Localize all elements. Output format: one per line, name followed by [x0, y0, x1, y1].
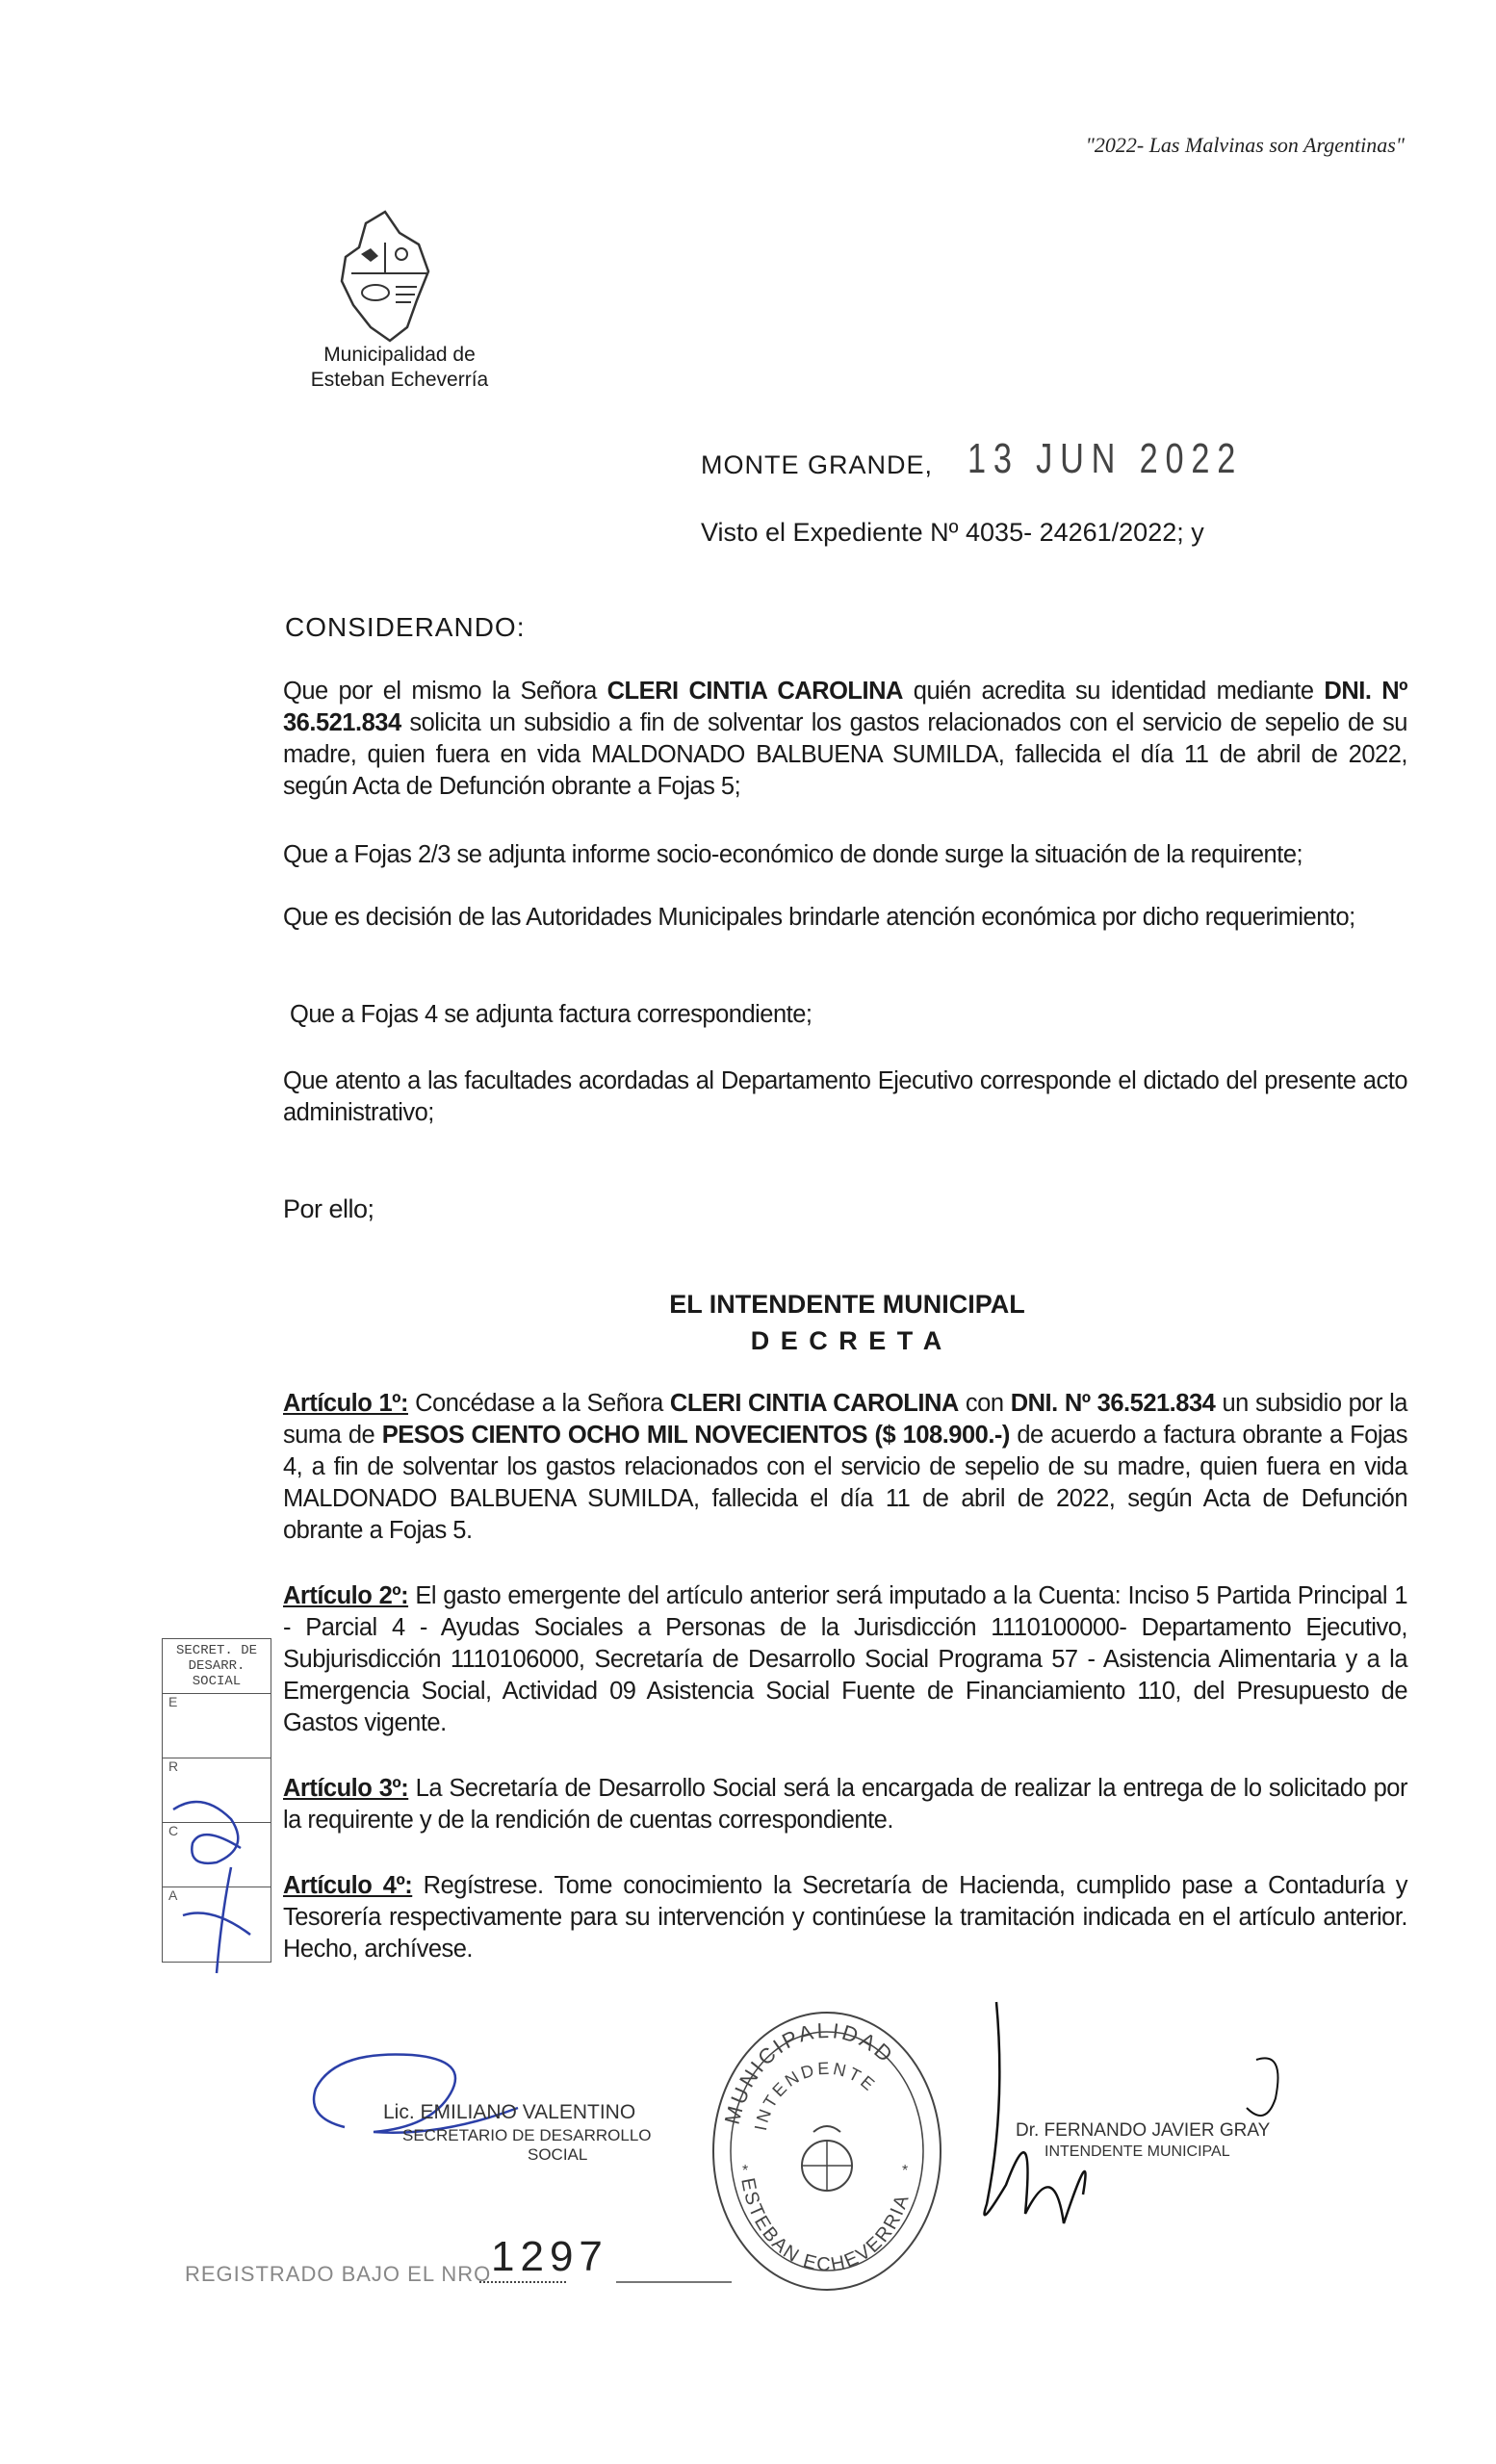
- considerando-paragraph-4: Que a Fojas 4 se adjunta factura correspondiente;: [290, 1001, 812, 1028]
- header-motto: "2022- Las Malvinas son Argentinas": [1085, 133, 1405, 157]
- text: La Secretaría de Desarrollo Social será la encargada de realizar la entrega de lo solicitado por la requirente y de la rendición de cuentas correspondiente.: [283, 1775, 1407, 1834]
- text: quién acredita su identidad mediante: [902, 678, 1325, 705]
- date-stamp: 13 JUN 2022: [967, 435, 1244, 482]
- text: El gasto emergente del artículo anterior será imputado a la Cuenta: Inciso 5 Partida Principal 1 - Parcial 4 - Ayudas Sociales a Personas de la Jurisdicción 1110100000- Departamento Ejecutivo, Subjurisdicción 1110106000, Secretaría de Desarrollo Social Programa 57 - Asistencia Alimentaria y a la Emergencia Social, Actividad 09 Asistencia Social Fuente de Financiamiento 110, del Presupuesto de Gastos vigente.: [283, 1582, 1407, 1736]
- text: un subsidio por la suma de: [283, 1390, 1407, 1449]
- applicant-name: CLERI CINTIA CAROLINA: [606, 678, 903, 705]
- considerando-paragraph-1: [283, 676, 1407, 803]
- margin-row: E: [163, 1694, 271, 1758]
- text: de acuerdo a factura obrante a Fojas 4, a fin de solventar los gastos relacionados con el servicio de sepelio de su madre, quien fuera en vida MALDONADO BALBUENA SUMILDA, fallecida el día 11 de abril de 2022, según Acta de Defunción obrante a Fojas 5.: [283, 1422, 1407, 1544]
- mayor-signature: [967, 1992, 1314, 2243]
- seal-bottom-text: ESTEBAN ECHEVERRIA: [736, 2176, 915, 2276]
- municipality-name: [289, 343, 510, 393]
- article-1: [283, 1388, 1407, 1547]
- svg-text:INTENDENTE: [751, 2059, 881, 2132]
- article-4-label: Artículo 4º:: [283, 1872, 413, 1899]
- svg-text:*: *: [742, 2163, 749, 2179]
- secretary-name: Lic. EMILIANO VALENTINO: [383, 2101, 636, 2123]
- por-ello: Por ello;: [283, 1194, 374, 1223]
- applicant-dni: DNI. Nº 36.521.834: [283, 678, 1407, 736]
- article-3: [283, 1773, 1407, 1836]
- margin-stamp-header: SECRET. DE DESARR. SOCIAL: [163, 1639, 271, 1694]
- margin-row: C: [163, 1823, 271, 1887]
- place: MONTE GRANDE,: [701, 450, 934, 479]
- mayor-name: Dr. FERNANDO JAVIER GRAY: [1016, 2120, 1271, 2141]
- text: con: [958, 1390, 1011, 1417]
- margin-initials-signature: [164, 1790, 270, 1983]
- visto-line: Visto el Expediente Nº 4035- 24261/2022; y: [701, 518, 1204, 547]
- text: Concédase a la Señora: [407, 1390, 670, 1417]
- secretary-title-1: SECRETARIO DE DESARROLLO: [402, 2126, 652, 2144]
- mayor-title: INTENDENTE MUNICIPAL: [1045, 2143, 1230, 2160]
- secretary-title-2: SOCIAL: [528, 2145, 588, 2164]
- municipal-seal: [708, 2007, 946, 2296]
- margin-row: A: [168, 1887, 178, 1903]
- considerando-paragraph-2: Que a Fojas 2/3 se adjunta informe socio-económico de donde surge la situación de la requirente;: [283, 841, 1303, 868]
- registration-dotted-line: [479, 2281, 566, 2283]
- text: Regístrese. Tome conocimiento la Secretaría de Hacienda, cumplido pase a Contaduría y Tesorería respectivamente para su intervención y continúese la tramitación indicada en el artículo anterior. Hecho, archívese.: [283, 1872, 1407, 1963]
- article-2: [283, 1580, 1407, 1739]
- subsidy-amount: PESOS CIENTO OCHO MIL NOVECIENTOS ($ 108.900.-): [381, 1422, 1010, 1449]
- applicant-name: CLERI CINTIA CAROLINA: [669, 1390, 959, 1417]
- registration-number: 1297: [491, 2233, 608, 2280]
- decree-subtitle: D E C R E T A: [750, 1326, 944, 1355]
- text: Que por el mismo la Señora: [283, 678, 607, 705]
- article-2-label: Artículo 2º:: [283, 1582, 409, 1609]
- margin-row: R: [163, 1758, 271, 1823]
- text: solicita un subsidio a fin de solventar los gastos relacionados con el servicio de sepelio de su madre, quien fuera en vida MALDONADO BALBUENA SUMILDA, fallecida el día 11 de abril de 2022, según Acta de Defunción obrante a Fojas 5;: [283, 709, 1407, 800]
- considerando-paragraph-5: Que atento a las facultades acordadas al Departamento Ejecutivo corresponde el dictado del presente acto administrativo;: [283, 1067, 1407, 1126]
- registration-label: REGISTRADO BAJO EL NRO: [185, 2262, 492, 2286]
- seal-outer-text: MUNICIPALIDAD: [719, 2017, 900, 2127]
- municipality-line2: Esteban Echeverría: [310, 369, 489, 391]
- svg-text:*: *: [902, 2163, 909, 2179]
- registration-underline: [616, 2281, 732, 2283]
- considerando-heading: CONSIDERANDO:: [285, 612, 526, 642]
- article-4: [283, 1870, 1407, 1965]
- applicant-dni: DNI. Nº 36.521.834: [1010, 1390, 1216, 1417]
- municipality-line1: Municipalidad de: [323, 344, 476, 366]
- considerando-paragraph-3: Que es decisión de las Autoridades Municipales brindarle atención económica por dicho requerimiento;: [283, 904, 1355, 931]
- seal-inner-text: INTENDENTE: [750, 2058, 881, 2133]
- decree-title: EL INTENDENTE MUNICIPAL: [669, 1290, 1025, 1319]
- article-1-label: Artículo 1º:: [283, 1390, 408, 1417]
- article-3-label: Artículo 3º:: [283, 1775, 409, 1802]
- municipal-shield-logo: [332, 204, 438, 348]
